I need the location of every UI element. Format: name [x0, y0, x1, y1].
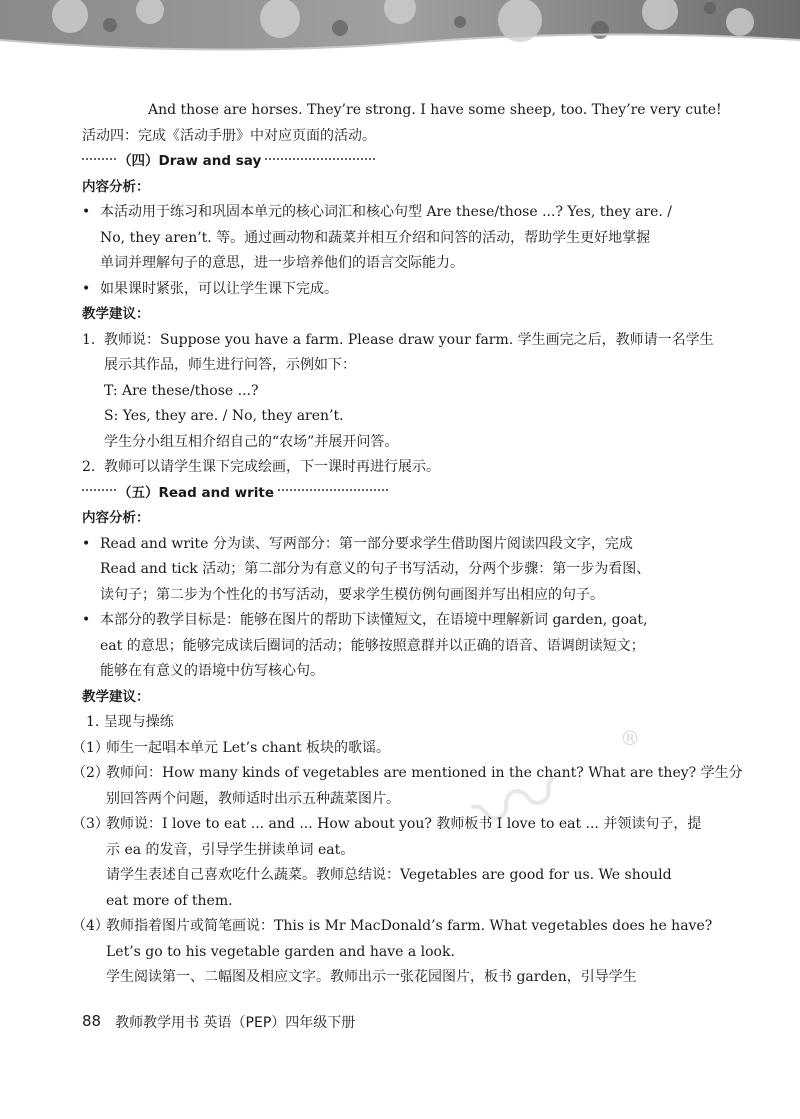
activity-four-line: 活动四：完成《活动手册》中对应页面的活动。 — [82, 127, 376, 144]
publisher-watermark: 〰 — [457, 736, 586, 870]
bullet-mark: • — [82, 612, 91, 628]
paragraph-line: 读句子；第二步为个性化的书写活动，要求学生模仿例句画图并写出相应的句子。 — [100, 586, 604, 603]
paragraph-line: 教师可以请学生课下完成绘画，下一课时再进行展示。 — [104, 459, 440, 475]
numbered-item — [72, 736, 712, 762]
paragraph-line: 展示其作品，师生进行问答，示例如下： — [104, 357, 356, 373]
item-number: 1. — [82, 331, 96, 348]
bullet-item — [82, 608, 712, 685]
bullet-mark: • — [82, 280, 91, 297]
item-number: （1） — [72, 739, 109, 756]
teaching-suggestions-heading: 教学建议： — [82, 306, 150, 322]
page-content — [72, 98, 743, 991]
paragraph-line: 本活动用于练习和巩固本单元的核心词汇和核心句型 Are these/those ...? Yes, they are. / — [100, 204, 673, 220]
paragraph-line: Read and write 分为读、写两部分：第一部分要求学生借助图片阅读四段文字，完成 — [100, 535, 633, 552]
dotted-rule — [278, 489, 388, 491]
bullet-item — [82, 200, 712, 277]
dialogue-line: And those are horses. They’re strong. I have some sheep, too. They’re very cute! — [148, 102, 722, 118]
item-number: （2） — [72, 765, 109, 781]
paragraph-line: Let’s go to his vegetable garden and have a look. — [106, 943, 455, 960]
decorative-banner — [0, 0, 800, 95]
book-title: 教师教学用书 英语（PEP）四年级下册 — [115, 1015, 356, 1031]
section-four-heading — [82, 149, 712, 175]
numbered-item — [82, 455, 712, 481]
registered-mark: ® — [620, 726, 640, 750]
paragraph-line: 师生一起唱本单元 Let’s chant 板块的歌谣。 — [106, 739, 391, 756]
paragraph-line: Read and tick 活动；第二部分为有意义的句子书写活动，分两个步骤：第一步为看图、 — [100, 561, 651, 577]
bullet-mark: • — [82, 535, 91, 552]
numbered-item — [72, 761, 743, 812]
page-number: 88 — [82, 1012, 102, 1030]
paragraph-line: 别回答两个问题，教师适时出示五种蔬菜图片。 — [106, 790, 400, 807]
paragraph-line: 教师问：How many kinds of vegetables are mentioned in the chant? What are they? 学生分 — [106, 765, 743, 781]
item-number: 2. — [82, 459, 96, 475]
page-footer — [82, 1012, 355, 1032]
paragraph-line: 学生阅读第一、二幅图及相应文字。教师出示一张花园图片，板书 garden，引导学生 — [106, 969, 637, 985]
content-analysis-heading: 内容分析： — [82, 178, 150, 195]
numbered-item — [72, 914, 713, 991]
content-analysis-heading: 内容分析： — [82, 510, 150, 526]
section-five-heading — [82, 481, 712, 507]
dotted-rule — [82, 489, 116, 491]
dotted-rule — [265, 158, 375, 160]
paragraph-line: 能够在有意义的语境中仿写核心句。 — [100, 663, 324, 679]
item-number: （3） — [72, 816, 109, 832]
numbered-item — [72, 812, 712, 914]
paragraph-line: eat more of them. — [106, 892, 233, 909]
dialogue-line: S: Yes, they are. / No, they aren’t. — [104, 408, 344, 424]
paragraph-line: 教师说：Suppose you have a farm. Please draw your farm. 学生画完之后，教师请一名学生 — [104, 331, 714, 348]
bullet-item — [82, 277, 712, 303]
item-number: （4） — [72, 918, 109, 934]
teaching-suggestions-heading: 教学建议： — [82, 688, 150, 705]
section-five-title: （五）Read and write — [118, 484, 274, 501]
paragraph-line: eat 的意思；能够完成读后圈词的活动；能够按照意群并以正确的语音、语调朗读短文； — [100, 637, 645, 654]
paragraph-line: 教师说：I love to eat ... and ... How about you? 教师板书 I love to eat ... 并领读句子，提 — [106, 816, 702, 832]
subsection-title: 1. 呈现与操练 — [86, 714, 174, 730]
paragraph-line: 请学生表述自己喜欢吃什么蔬菜。教师总结说：Vegetables are good for us. We should — [106, 867, 672, 883]
paragraph-line: 学生分小组互相介绍自己的“农场”并展开问答。 — [104, 433, 399, 450]
bullet-item — [82, 532, 712, 609]
section-four-title: （四）Draw and say — [118, 153, 262, 169]
paragraph-line: 本部分的教学目标是：能够在图片的帮助下读懂短文，在语境中理解新词 garden, goat, — [100, 612, 648, 628]
paragraph-line: 示 ea 的发音，引导学生拼读单词 eat。 — [106, 841, 355, 858]
dialogue-line: T: Are these/those ...? — [104, 382, 259, 399]
floral-banner-image — [0, 0, 800, 95]
paragraph-line: 单词并理解句子的意思，进一步培养他们的语言交际能力。 — [100, 255, 464, 271]
paragraph-line: No, they aren’t. 等。通过画动物和蔬菜并相互介绍和问答的活动，帮助学生更好地掌握 — [100, 229, 651, 246]
numbered-item — [82, 328, 712, 456]
paragraph-line: 如果课时紧张，可以让学生课下完成。 — [100, 280, 338, 297]
paragraph-line: 教师指着图片或简笔画说：This is Mr MacDonald’s farm. What vegetables does he have? — [106, 918, 713, 934]
bullet-mark: • — [82, 204, 91, 220]
dotted-rule — [82, 158, 116, 160]
